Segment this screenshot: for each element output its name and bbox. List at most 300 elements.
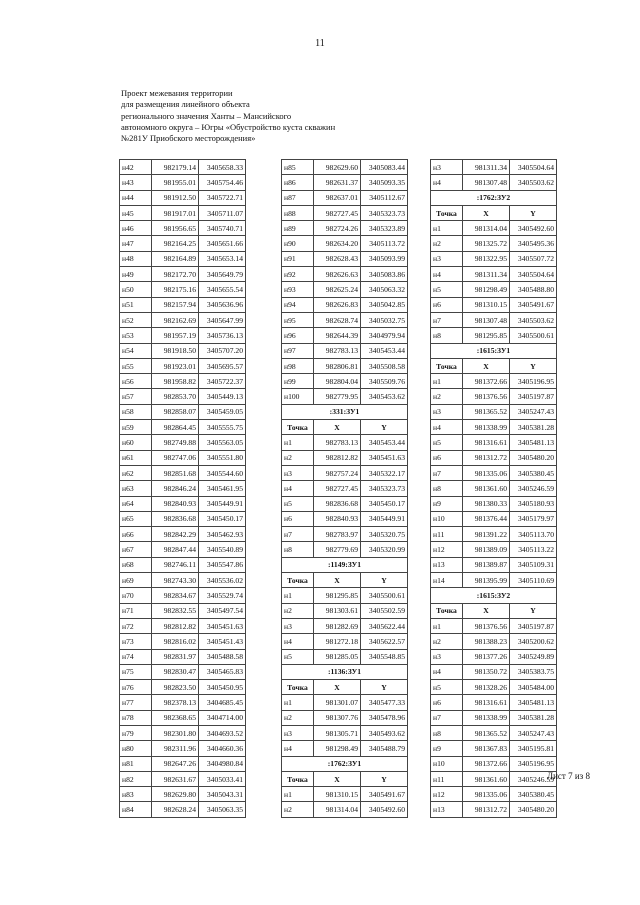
x-cell: 981311.34 (463, 267, 510, 282)
x-cell: 982175.16 (152, 282, 199, 297)
parcel-label: :1615:ЗУ1 (431, 343, 557, 358)
y-cell: 3405322.17 (361, 465, 408, 480)
table-row (120, 725, 246, 740)
table-row (282, 511, 408, 526)
point-cell: н2 (282, 450, 314, 465)
point-cell: н12 (431, 542, 463, 557)
y-cell: 3405383.75 (510, 664, 557, 679)
table-row (120, 389, 246, 404)
point-cell: н2 (431, 236, 463, 251)
y-cell: 3405481.13 (510, 435, 557, 450)
y-cell: 3405711.07 (199, 205, 246, 220)
title-line: Проект межевания территории (121, 88, 233, 98)
table-row (282, 603, 408, 618)
y-cell: 3405491.67 (510, 297, 557, 312)
table-row (282, 282, 408, 297)
y-cell: 3405740.71 (199, 221, 246, 236)
point-cell: Точка (431, 358, 463, 373)
x-cell: 981391.22 (463, 527, 510, 542)
x-cell: 982164.25 (152, 236, 199, 251)
point-cell: н11 (431, 771, 463, 786)
table-row (282, 435, 408, 450)
y-cell: 3405320.99 (361, 542, 408, 557)
x-cell: 981322.95 (463, 251, 510, 266)
y-cell: 3405504.64 (510, 160, 557, 175)
x-cell: 981272.18 (314, 634, 361, 649)
point-cell: н80 (120, 741, 152, 756)
y-cell: 3404685.45 (199, 695, 246, 710)
y-cell: 3405507.72 (510, 251, 557, 266)
y-cell: 3405540.89 (199, 542, 246, 557)
table-row (120, 450, 246, 465)
x-cell: 982816.02 (152, 634, 199, 649)
x-cell: 981389.87 (463, 557, 510, 572)
table-row (120, 175, 246, 190)
table-row (282, 725, 408, 740)
y-cell: 3405480.20 (510, 450, 557, 465)
table-header-row (431, 603, 557, 618)
point-cell: н4 (282, 741, 314, 756)
y-cell: 3404693.52 (199, 725, 246, 740)
point-cell: н90 (282, 236, 314, 251)
table-row (120, 527, 246, 542)
y-cell: 3405488.58 (199, 649, 246, 664)
x-cell: 982858.07 (152, 404, 199, 419)
y-cell: 3405247.43 (510, 725, 557, 740)
point-cell: н7 (282, 527, 314, 542)
table-row (431, 450, 557, 465)
x-cell: 982162.69 (152, 312, 199, 327)
table-row (120, 573, 246, 588)
point-cell: н73 (120, 634, 152, 649)
y-cell: 3405465.83 (199, 664, 246, 679)
table-row (120, 557, 246, 572)
point-cell: Точка (431, 603, 463, 618)
y-cell: 3405622.57 (361, 634, 408, 649)
x-cell: 982626.83 (314, 297, 361, 312)
table-row (120, 741, 246, 756)
table-row (120, 435, 246, 450)
point-cell: н1 (431, 618, 463, 633)
table-header-row (431, 358, 557, 373)
x-cell: 981389.09 (463, 542, 510, 557)
x-cell: 981301.07 (314, 695, 361, 710)
y-cell: 3405033.41 (199, 771, 246, 786)
table-row (120, 404, 246, 419)
point-cell: н86 (282, 175, 314, 190)
table-row (120, 374, 246, 389)
x-cell: 981917.01 (152, 205, 199, 220)
x-cell: X (463, 358, 510, 373)
x-cell: 981298.49 (463, 282, 510, 297)
table-row (282, 175, 408, 190)
x-cell: 981955.01 (152, 175, 199, 190)
y-cell: 3405449.13 (199, 389, 246, 404)
x-cell: 981316.61 (463, 435, 510, 450)
table-row (120, 496, 246, 511)
point-cell: н87 (282, 190, 314, 205)
x-cell: 981395.99 (463, 573, 510, 588)
x-cell: 982842.29 (152, 527, 199, 542)
x-cell: 981380.33 (463, 496, 510, 511)
point-cell: н51 (120, 297, 152, 312)
y-cell: 3405480.20 (510, 802, 557, 817)
table-row (431, 649, 557, 664)
table-row (120, 221, 246, 236)
x-cell: 982804.04 (314, 374, 361, 389)
point-cell: н88 (282, 205, 314, 220)
section-row (431, 343, 557, 358)
y-cell: 3405032.75 (361, 312, 408, 327)
x-cell: 981316.61 (463, 695, 510, 710)
point-cell: н1 (282, 588, 314, 603)
point-cell: н8 (431, 481, 463, 496)
y-cell: 3405110.69 (510, 573, 557, 588)
x-cell: 981310.15 (314, 787, 361, 802)
x-cell: 981365.52 (463, 404, 510, 419)
y-cell: 3404980.84 (199, 756, 246, 771)
table-row (120, 680, 246, 695)
y-cell: 3405651.66 (199, 236, 246, 251)
title-line: №281У Приобского месторождения» (121, 133, 256, 144)
y-cell: 3405459.05 (199, 404, 246, 419)
table-row (431, 496, 557, 511)
point-cell: н43 (120, 175, 152, 190)
table-row (282, 236, 408, 251)
table-row (120, 618, 246, 633)
y-cell: 3405551.80 (199, 450, 246, 465)
document-title (121, 88, 481, 144)
point-cell: н10 (431, 511, 463, 526)
x-cell: 982812.82 (314, 450, 361, 465)
table-row (282, 527, 408, 542)
y-cell: 3405323.73 (361, 481, 408, 496)
x-cell: 981314.04 (314, 802, 361, 817)
y-cell: 3405488.79 (361, 741, 408, 756)
point-cell: н61 (120, 450, 152, 465)
point-cell: н62 (120, 465, 152, 480)
y-cell: 3405451.63 (199, 618, 246, 633)
section-row (431, 190, 557, 205)
x-cell: 982628.24 (152, 802, 199, 817)
table-row (431, 404, 557, 419)
point-cell: н3 (282, 725, 314, 740)
y-cell: 3405323.89 (361, 221, 408, 236)
y-cell: 3405093.35 (361, 175, 408, 190)
y-cell: 3405736.13 (199, 328, 246, 343)
table-header-row (282, 680, 408, 695)
table-row (120, 756, 246, 771)
table-row (282, 251, 408, 266)
point-cell: н66 (120, 527, 152, 542)
point-cell: н3 (431, 649, 463, 664)
point-cell: н12 (431, 787, 463, 802)
table-row (431, 175, 557, 190)
point-cell: н53 (120, 328, 152, 343)
y-cell: 3405488.80 (510, 282, 557, 297)
y-cell: 3405754.46 (199, 175, 246, 190)
table-row (431, 465, 557, 480)
x-cell: 982157.94 (152, 297, 199, 312)
x-cell: 982836.68 (314, 496, 361, 511)
table-row (431, 221, 557, 236)
x-cell: 981314.04 (463, 221, 510, 236)
y-cell: 3405547.86 (199, 557, 246, 572)
x-cell: X (314, 680, 361, 695)
y-cell: 3405063.32 (361, 282, 408, 297)
point-cell: н89 (282, 221, 314, 236)
point-cell: н1 (282, 695, 314, 710)
x-cell: 982179.14 (152, 160, 199, 175)
y-cell: 3404979.94 (361, 328, 408, 343)
x-cell: 981388.23 (463, 634, 510, 649)
table-row (282, 312, 408, 327)
y-cell: 3405722.71 (199, 190, 246, 205)
y-cell: 3405113.70 (510, 527, 557, 542)
y-cell: 3405093.99 (361, 251, 408, 266)
point-cell: н65 (120, 511, 152, 526)
point-cell: н4 (431, 664, 463, 679)
x-cell: 981325.72 (463, 236, 510, 251)
point-cell: н71 (120, 603, 152, 618)
y-cell: 3405500.61 (510, 328, 557, 343)
x-cell: 982743.30 (152, 573, 199, 588)
table-row (282, 450, 408, 465)
x-cell: 982779.69 (314, 542, 361, 557)
point-cell: Точка (282, 680, 314, 695)
y-cell: Y (510, 358, 557, 373)
table-row (120, 160, 246, 175)
y-cell: 3405655.54 (199, 282, 246, 297)
point-cell: Точка (282, 420, 314, 435)
point-cell: н5 (282, 496, 314, 511)
x-cell: 982783.13 (314, 343, 361, 358)
x-cell: 982727.45 (314, 205, 361, 220)
table-header-row (282, 420, 408, 435)
parcel-label: :1615:ЗУ2 (431, 588, 557, 603)
table-row (120, 481, 246, 496)
point-cell: н6 (431, 695, 463, 710)
y-cell: 3405653.14 (199, 251, 246, 266)
table-row (120, 267, 246, 282)
table-row (431, 160, 557, 175)
point-cell: н3 (431, 404, 463, 419)
table-row (431, 680, 557, 695)
x-cell: 981335.06 (463, 465, 510, 480)
point-cell: Точка (282, 573, 314, 588)
y-cell: 3405695.57 (199, 358, 246, 373)
y-cell: 3405484.00 (510, 680, 557, 695)
table-row (120, 328, 246, 343)
table-row (120, 771, 246, 786)
x-cell: X (463, 603, 510, 618)
y-cell: Y (510, 603, 557, 618)
y-cell: 3405622.44 (361, 618, 408, 633)
y-cell: 3405200.62 (510, 634, 557, 649)
point-cell: н59 (120, 420, 152, 435)
point-cell: н49 (120, 267, 152, 282)
y-cell: 3405083.86 (361, 267, 408, 282)
point-cell: н2 (431, 389, 463, 404)
table-row (120, 511, 246, 526)
y-cell: 3405504.64 (510, 267, 557, 282)
x-cell: 981312.72 (463, 802, 510, 817)
table-row (431, 267, 557, 282)
point-cell: н74 (120, 649, 152, 664)
point-cell: н67 (120, 542, 152, 557)
table-row (431, 312, 557, 327)
x-cell: 981377.26 (463, 649, 510, 664)
x-cell: 981305.71 (314, 725, 361, 740)
x-cell: 982747.06 (152, 450, 199, 465)
point-cell: н3 (431, 160, 463, 175)
table-row (282, 710, 408, 725)
point-cell: н46 (120, 221, 152, 236)
point-cell: н42 (120, 160, 152, 175)
table-row (282, 343, 408, 358)
point-cell: н94 (282, 297, 314, 312)
x-cell: 982746.11 (152, 557, 199, 572)
title-line: регионального значения Ханты – Мансийского (121, 110, 292, 121)
y-cell: 3405113.72 (361, 236, 408, 251)
x-cell: 981912.50 (152, 190, 199, 205)
table-row (120, 664, 246, 679)
table-row (282, 389, 408, 404)
x-cell: 981958.82 (152, 374, 199, 389)
table-row (431, 527, 557, 542)
x-cell: 982626.63 (314, 267, 361, 282)
y-cell: 3405503.62 (510, 312, 557, 327)
y-cell: 3405503.62 (510, 175, 557, 190)
table-row (120, 343, 246, 358)
x-cell: 981310.15 (463, 297, 510, 312)
table-row (431, 710, 557, 725)
table-row (431, 374, 557, 389)
table-row (282, 481, 408, 496)
y-cell: 3405246.59 (510, 481, 557, 496)
table-row (431, 573, 557, 588)
y-cell: 3405381.28 (510, 710, 557, 725)
x-cell: 982301.80 (152, 725, 199, 740)
y-cell: 3405380.45 (510, 465, 557, 480)
point-cell: н60 (120, 435, 152, 450)
table-row (120, 205, 246, 220)
point-cell: н4 (431, 175, 463, 190)
x-cell: 982812.82 (152, 618, 199, 633)
section-row (282, 404, 408, 419)
y-cell: 3405450.17 (361, 496, 408, 511)
table-row (282, 160, 408, 175)
y-cell: 3405658.33 (199, 160, 246, 175)
y-cell: 3405249.89 (510, 649, 557, 664)
y-cell: 3405462.93 (199, 527, 246, 542)
point-cell: н5 (431, 680, 463, 695)
x-cell: 981335.06 (463, 787, 510, 802)
x-cell: 981338.99 (463, 420, 510, 435)
x-cell: 982311.96 (152, 741, 199, 756)
y-cell: Y (361, 771, 408, 786)
point-cell: н57 (120, 389, 152, 404)
x-cell: 981956.65 (152, 221, 199, 236)
x-cell: 981312.72 (463, 450, 510, 465)
y-cell: 3405247.43 (510, 404, 557, 419)
point-cell: н50 (120, 282, 152, 297)
table-row (120, 420, 246, 435)
table-header-row (282, 573, 408, 588)
point-cell: н68 (120, 557, 152, 572)
table-header-row (282, 771, 408, 786)
title-line: автономного округа – Югры «Обустройство куста скважин (121, 121, 336, 132)
table-row (120, 649, 246, 664)
y-cell: 3404660.36 (199, 741, 246, 756)
table-row (120, 695, 246, 710)
point-cell: н100 (282, 389, 314, 404)
table-row (120, 603, 246, 618)
x-cell: 982172.70 (152, 267, 199, 282)
x-cell: X (314, 573, 361, 588)
x-cell: 981361.60 (463, 481, 510, 496)
y-cell: 3405544.60 (199, 465, 246, 480)
x-cell: 982846.24 (152, 481, 199, 496)
x-cell: 982625.24 (314, 282, 361, 297)
point-cell: н3 (431, 251, 463, 266)
x-cell: 982851.68 (152, 465, 199, 480)
table-row (431, 251, 557, 266)
y-cell: 3405195.81 (510, 741, 557, 756)
y-cell: 3405449.91 (199, 496, 246, 511)
point-cell: н2 (282, 802, 314, 817)
y-cell: 3405449.91 (361, 511, 408, 526)
y-cell: 3405529.74 (199, 588, 246, 603)
x-cell: X (314, 420, 361, 435)
y-cell: 3405495.36 (510, 236, 557, 251)
parcel-label: :1136:ЗУ1 (282, 664, 408, 679)
table-row (282, 190, 408, 205)
point-cell: н84 (120, 802, 152, 817)
y-cell: 3405453.44 (361, 343, 408, 358)
x-cell: 981376.44 (463, 511, 510, 526)
x-cell: 982631.37 (314, 175, 361, 190)
y-cell: 3405536.02 (199, 573, 246, 588)
point-cell: н64 (120, 496, 152, 511)
table-row (282, 496, 408, 511)
table-row (431, 389, 557, 404)
point-cell: н1 (431, 374, 463, 389)
point-cell: н95 (282, 312, 314, 327)
point-cell: н52 (120, 312, 152, 327)
point-cell: н4 (282, 481, 314, 496)
y-cell: 3405647.99 (199, 312, 246, 327)
table-row (120, 312, 246, 327)
y-cell: 3405509.76 (361, 374, 408, 389)
y-cell: 3405179.97 (510, 511, 557, 526)
table-row (282, 221, 408, 236)
y-cell: 3405083.44 (361, 160, 408, 175)
table-row (431, 282, 557, 297)
point-cell: н8 (431, 725, 463, 740)
y-cell: 3405461.95 (199, 481, 246, 496)
y-cell: 3405113.22 (510, 542, 557, 557)
x-cell: 981282.69 (314, 618, 361, 633)
point-cell: н14 (431, 573, 463, 588)
point-cell: н98 (282, 358, 314, 373)
x-cell: 981923.01 (152, 358, 199, 373)
y-cell: 3405196.95 (510, 756, 557, 771)
x-cell: 981361.60 (463, 771, 510, 786)
point-cell: н5 (282, 649, 314, 664)
y-cell: 3405502.59 (361, 603, 408, 618)
x-cell: 982783.13 (314, 435, 361, 450)
